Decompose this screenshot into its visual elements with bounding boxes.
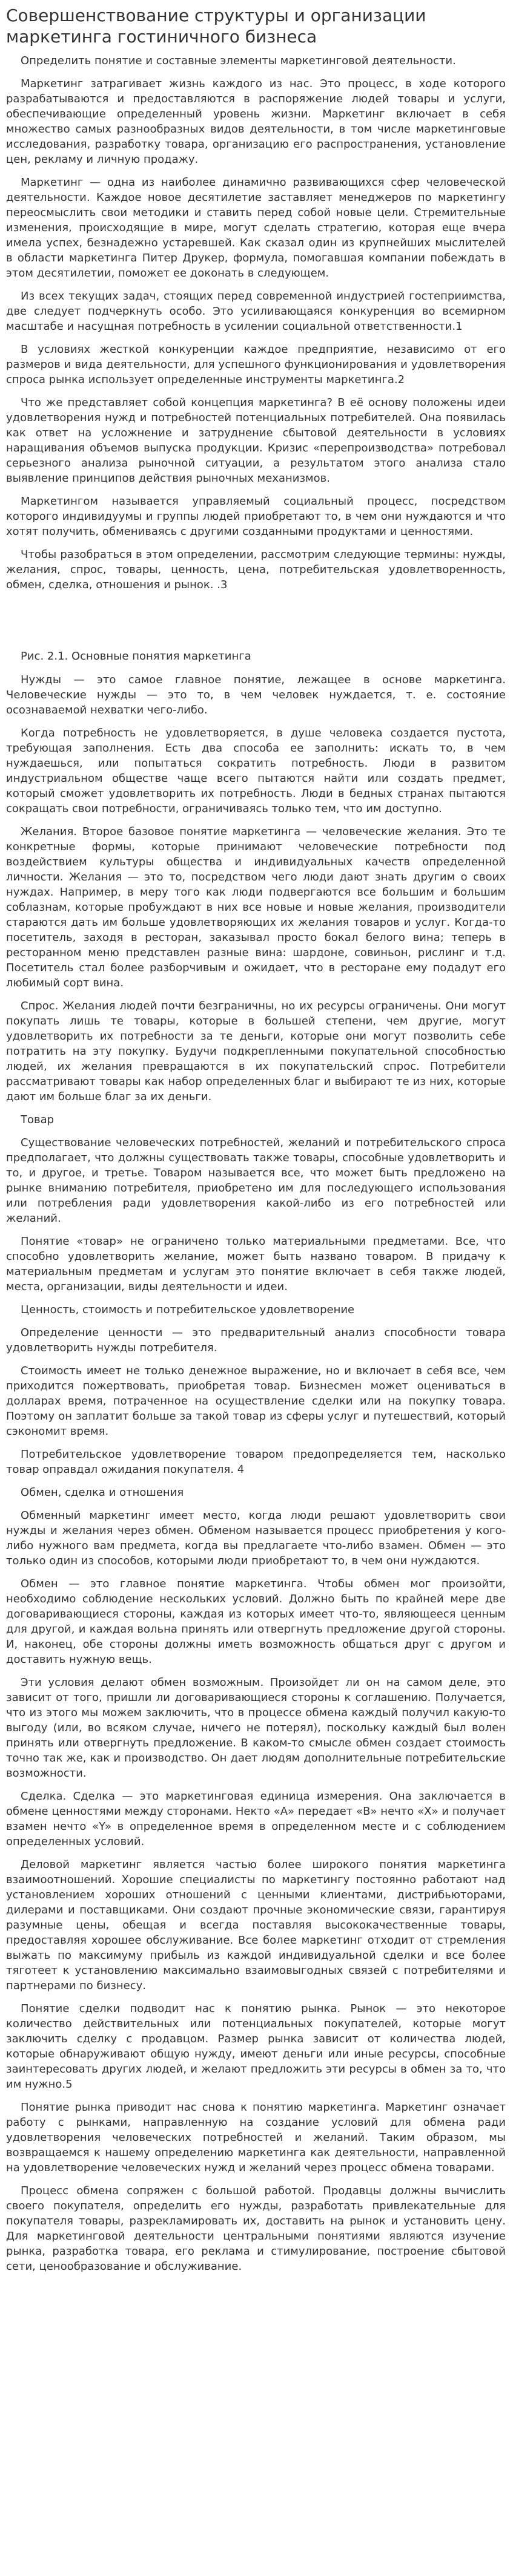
figure-caption: Рис. 2.1. Основные понятия маркетинга: [21, 650, 251, 663]
figure-placeholder: [6, 600, 506, 624]
section-heading-value: Ценность, стоимость и потребительское удовлетворение: [21, 1303, 355, 1316]
paragraph: Определить понятие и составные элементы маркетинговой деятельности.: [21, 54, 456, 67]
paragraph: Нужды — это самое главное понятие, лежащее в основе маркетинга. Человеческие нужды — это то, в чем человек нуждается, т. е. состояние осознаваемой нехватки чего-либо.: [6, 673, 506, 716]
paragraph: Желания. Второе базовое понятие маркетинга — человеческие желания. Это те конкретные формы, которые принимают человеческие потребности под воздействием культуры общества и индивидуальных качеств определенной личности. Желания — это то, посредством чего люди дают знать другим о своих нуждах. Например, в меру того как люди подвергаются все большим и большим соблазнам, которые пробуждают в них все новые и новые желания, производители стараются дать им больше удовлетворяющих их желания товаров и услуг. Когда-то посетитель, заходя в ресторан, заказывал просто бокал белого вина; теперь в ресторанном меню представлен разные вина: шардоне, совиньон, рислинг и т.д. Посетитель стал более разборчивым и ожидает, что в ресторане ему подадут его любимый сорт вина.: [6, 825, 506, 989]
paragraph: Когда потребность не удовлетворяется, в душе человека создается пустота, требующая заполнения. Есть два способа ее заполнить: искать то, в чем нуждаешься, или попытаться сократить потребность. Люди в развитом индустриальном обществе чаще всего пытаются найти или создать предмет, который сможет удовлетворить их потребность. Люди в бедных странах пытаются сокращать свои потребности, ограничиваясь только тем, что им доступно.: [6, 727, 506, 815]
section-heading-tovar: Товар: [21, 1113, 55, 1126]
paragraph: Понятие «товар» не ограничено только материальными предметами. Все, что способно удовлетворить желание, может быть названо товаром. В придачу к материальным предметам и услугам это понятие включает в себя также людей, места, организации, виды деятельности и идеи.: [6, 1235, 506, 1293]
paragraph: Понятие сделки подводит нас к понятию рынка. Рынок — это некоторое количество действительных или потенциальных покупателей, которые могут заключить сделку с продавцом. Размер рынка зависит от количества людей, которые обнаруживают общую нужду, имеют деньги или иные ресурсы, способные заинтересовать других людей, и желают предложить эти ресурсы в обмен за то, что им нужно.5: [6, 2002, 506, 2091]
paragraph: Маркетинг — одна из наиболее динамично развивающихся сфер человеческой деятельности. Каждое новое десятилетие заставляет менеджеров по маркетингу переосмыслить свои методики и ставить перед собой новые цели. Стремительные изменения, происходящие в мире, могут сделать стратегию, которая еще вчера имела успех, безнадежно устаревшей. Как сказал один из крупнейших мыслителей в области маркетинга Питер Друкер, формула, помогавшая компании побеждать в этом десятилетии, поможет ее доконать в следующем.: [6, 176, 506, 280]
paragraph: Обменный маркетинг имеет место, когда люди решают удовлетворить свои нужды и желания через обмен. Обменом называется процесс приобретения у кого-либо нужного вам предмета, когда вы предлагаете что-либо взамен. Обмен — это только один из способов, которыми люди приобретают то, в чем они нуждаются.: [6, 1509, 506, 1567]
paragraph: Понятие рынка приводит нас снова к понятию маркетинга. Маркетинг означает работу с рынками, направленную на создание условий для обмена ради удовлетворения человеческих потребностей и желаний. Таким образом, мы возвращаемся к нашему определению маркетинга как деятельности, направленной на удовлетворение человеческих нужд и желаний через процесс обмена товарами.: [6, 2101, 506, 2174]
paragraph: Чтобы разобраться в этом определении, рассмотрим следующие термины: нужды, желания, спрос, товары, ценность, цена, потребительская удовлетворенность, обмен, сделка, отношения и рынок. .3: [6, 548, 506, 591]
paragraph: Обмен — это главное понятие маркетинга. Чтобы обмен мог произойти, необходимо соблюдение нескольких условий. Должно быть по крайней мере две договаривающиеся стороны, каждая из которых имеет что-то, являющееся ценным для другой, и каждая вольна принять или отвергнуть предложение другой стороны. И, наконец, обе стороны должны иметь возможность общаться друг с другом и доставить нужную вещь.: [6, 1578, 506, 1666]
paragraph: Деловой маркетинг является частью более широкого понятия маркетинга взаимоотношений. Хорошие специалисты по маркетингу постоянно работают над установлением хороших отношений с ценными клиентами, дистрибьюторами, дилерами и поставщиками. Они создают прочные экономические связи, гарантируя разумные цены, обещая и всегда поставляя высококачественные товары, предоставляя хорошее обслуживание. Все более маркетинг отходит от стремления выжать по максимуму прибыль из каждой индивидуальной сделки и все более тяготеет к установлению максимально взаимовыгодных связей с потребителями и партнерами по бизнесу.: [6, 1858, 506, 1992]
paragraph: Маркетинг затрагивает жизнь каждого из нас. Это процесс, в ходе которого разрабатываются и предоставляются в распоряжение людей товары и услуги, обеспечивающие определенный уровень жизни. Маркетинг включает в себя множество самых разнообразных видов деятельности, в том числе маркетинговые исследования, разработку товара, организацию его распространения, установление цен, рекламу и личную продажу.: [6, 77, 506, 166]
paragraph: Существование человеческих потребностей, желаний и потребительского спроса предполагает, что должны существовать также товары, способные удовлетворить и то, и другое, и третье. Товаром называется все, что может быть предложено на рынке вниманию потребителя, приобретено им для последующего использования или потребления ради удовлетворения какой-либо из его потребностей или желаний.: [6, 1136, 506, 1225]
paragraph: Стоимость имеет не только денежное выражение, но и включает в себя все, чем приходится пожертвовать, приобретая товар. Бизнесмен может оцениваться в долларах время, потраченное на осуществление сделки или на покупку товара. Поэтому он заплатит больше за такой товар из сферы услуг и путешествий, который сэкономит время.: [6, 1365, 506, 1438]
paragraph: Определение ценности — это предварительный анализ способности товара удовлетворить нужды потребителя.: [6, 1326, 506, 1354]
paragraph: Потребительское удовлетворение товаром предопределяется тем, насколько товар оправдал ожидания покупателя. 4: [6, 1448, 506, 1476]
paragraph: Процесс обмена сопряжен с большой работой. Продавцы должны вычислить своего покупателя, определить его нужды, разработать привлекательные для покупателя товары, разрекламировать их, доставить на рынок и установить цену. Для маркетинговой деятельности центральными понятиями являются изучение рынка, разработка товара, его реклама и стимулирование, построение сбытовой сети, ценообразование и обслуживание.: [6, 2184, 506, 2273]
paragraph: Сделка. Сделка — это маркетинговая единица измерения. Она заключается в обмене ценностями между сторонами. Некто «А» передает «В» нечто «Х» и получает взамен нечто «Y» в определенное время в определенном месте и с соблюдением определенных условий.: [6, 1790, 506, 1848]
paragraph: Эти условия делают обмен возможным. Произойдет ли он на самом деле, это зависит от того, пришли ли договаривающиеся стороны к соглашению. Получается, что из этого мы можем заключить, что в процессе обмена каждый получил какую-то выгоду (или, во всяком случае, ничего не потерял), поскольку каждый был волен принять или отвергнуть предложение. В каком-то смысле обмен создает стоимость точно так же, как и производство. Он дает людям дополнительные потребительские возможности.: [6, 1676, 506, 1780]
paragraph: Маркетингом называется управляемый социальный процесс, посредством которого индивидуумы и группы людей приобретают то, в чем они нуждаются и что хотят получить, обмениваясь с другими созданными продуктами и ценностями.: [6, 495, 506, 538]
article-title: Совершенствование структуры и организации маркетинга гостиничного бизнеса: [6, 5, 426, 47]
paragraph: Из всех текущих задач, стоящих перед современной индустрией гостеприимства, две следует подчеркнуть особо. Это усиливающаяся конкуренция во всемирном масштабе и насущная потребность в усилении социальной ответственности.1: [6, 290, 506, 333]
paragraph: В условиях жесткой конкуренции каждое предприятие, независимо от его размеров и вида деятельности, для успешного функционирования и удовлетворения спроса рынка использует определенные инструменты маркетинга.2: [6, 343, 506, 386]
section-heading-exchange: Обмен, сделка и отношения: [21, 1486, 184, 1499]
paragraph: Что же представляет собой концепция маркетинга? В её основу положены идеи удовлетворения нужд и потребностей потенциальных потребителей. Она появилась как ответ на усложнение и затруднение сбытовой деятельности в условиях наращивания объемов выпуска продукции. Кризис «перепроизводства» потребовал серьезного анализа рыночной ситуации, а результатом этого анализа стало выявление принципов действия рыночных механизмов.: [6, 396, 506, 485]
paragraph: Спрос. Желания людей почти безграничны, но их ресурсы ограничены. Они могут покупать лишь те товары, которые в большей степени, чем другие, могут удовлетворить их потребности за те деньги, которые они могут позволить себе потратить на эту покупку. Будучи подкрепленными покупательной способностью людей, их желания превращаются в их покупательский спрос. Потребители рассматривают товары как набор определенных благ и выбирают те из них, которые дают им больше благ за их деньги.: [6, 1000, 506, 1103]
